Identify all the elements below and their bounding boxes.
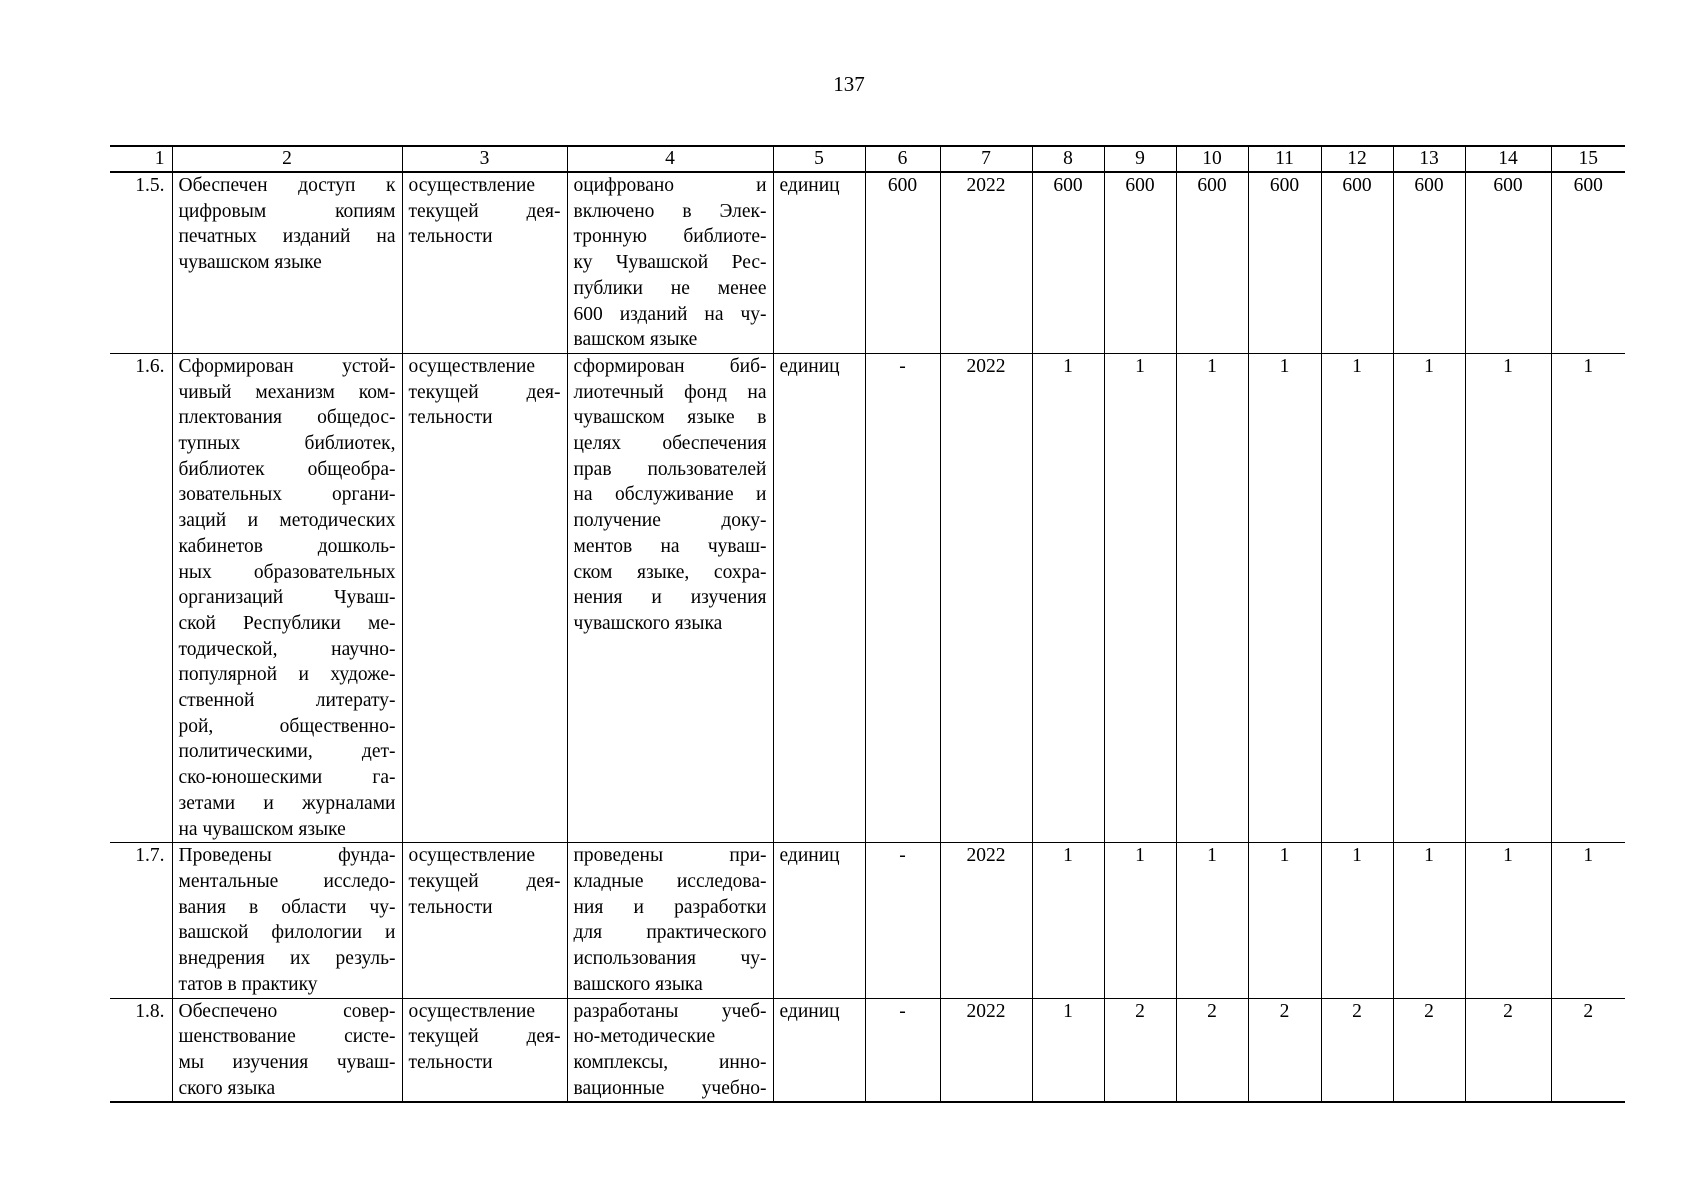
text-line: шенствование систе- <box>178 1026 396 1048</box>
indicators-table <box>110 145 1625 1103</box>
year-value-cell: 600 <box>1032 172 1104 353</box>
text-line: кладные исследова- <box>573 870 767 892</box>
text-line: публики не менее <box>573 277 767 299</box>
activity-cell <box>402 998 567 1102</box>
text-line: печатных изданий на <box>178 226 396 248</box>
text-line: татов в практику <box>178 973 318 995</box>
text-line: но-методические <box>573 1026 716 1048</box>
text-line: ственной литерату- <box>178 690 396 712</box>
indicator-cell <box>567 353 773 842</box>
text-line: тупных библиотек, <box>178 433 396 455</box>
text-line: 600 изданий на чу- <box>573 303 767 325</box>
text-line: ского языка <box>178 1077 276 1099</box>
header-cell: 5 <box>773 146 865 172</box>
year-value-cell: 2 <box>1104 998 1176 1102</box>
text-line: ментальные исследо- <box>178 870 396 892</box>
text-line: целях обеспечения <box>573 433 767 455</box>
text-line: ния и разработки <box>573 896 767 918</box>
indicator-cell <box>567 843 773 998</box>
year-value-cell: 1 <box>1248 353 1321 842</box>
text-line: Обеспечено совер- <box>178 1000 396 1022</box>
indicator-cell <box>567 998 773 1102</box>
text-line: ской Республики ме- <box>178 612 396 634</box>
year-value-cell: 1 <box>1176 353 1248 842</box>
year-value-cell: 2 <box>1393 998 1465 1102</box>
table-row <box>110 353 1625 842</box>
year-value-cell: 1 <box>1032 353 1104 842</box>
text-line: осуществление <box>408 175 536 196</box>
text-line: организаций Чуваш- <box>178 587 396 609</box>
header-cell: 8 <box>1032 146 1104 172</box>
table-row <box>110 843 1625 998</box>
activity-cell <box>402 172 567 353</box>
text-line: внедрения их резуль- <box>178 948 396 970</box>
text-line: вашской филологии и <box>178 922 396 944</box>
text-line: Проведены фунда- <box>178 845 396 867</box>
text-line: прав пользователей <box>573 458 767 480</box>
base-year-cell: 2022 <box>940 998 1032 1102</box>
text-line: тельности <box>408 896 493 918</box>
text-line: для практического <box>573 922 767 944</box>
text-line: чувашском языке в <box>573 407 767 429</box>
activity-cell <box>402 353 567 842</box>
text-line: тодической, научно- <box>178 638 396 660</box>
result-description-cell <box>172 998 402 1102</box>
result-description-cell <box>172 353 402 842</box>
result-description-cell <box>172 172 402 353</box>
year-value-cell: 600 <box>1176 172 1248 353</box>
text-line: ско-юношескими га- <box>178 767 396 789</box>
row-number-cell: 1.6. <box>110 353 172 842</box>
text-line: комплексы, инно- <box>573 1051 767 1073</box>
year-value-cell: 1 <box>1176 843 1248 998</box>
year-value-cell: 1 <box>1104 353 1176 842</box>
header-cell: 1 <box>110 146 172 172</box>
base-value-cell: - <box>865 998 940 1102</box>
text-line: вашского языка <box>573 973 703 995</box>
text-line: тронную библиоте- <box>573 226 767 248</box>
year-value-cell: 1 <box>1321 353 1393 842</box>
year-value-cell: 600 <box>1321 172 1393 353</box>
text-line: плектования общедос- <box>178 407 396 429</box>
text-line: чивый механизм ком- <box>178 381 396 403</box>
header-cell: 11 <box>1248 146 1321 172</box>
text-line: текущей дея- <box>408 870 561 892</box>
result-description-cell <box>172 843 402 998</box>
header-cell: 15 <box>1551 146 1625 172</box>
text-line: текущей дея- <box>408 381 561 403</box>
text-line: политическими, дет- <box>178 741 396 763</box>
text-line: сформирован биб- <box>573 355 767 377</box>
text-line: включено в Элек- <box>573 200 767 222</box>
base-value-cell: 600 <box>865 172 940 353</box>
indicator-cell <box>567 172 773 353</box>
text-line: ментов на чуваш- <box>573 535 767 557</box>
unit-cell: единиц <box>773 998 865 1102</box>
year-value-cell: 600 <box>1248 172 1321 353</box>
text-line: рой, общественно- <box>178 715 396 737</box>
text-line: заций и методических <box>178 510 396 532</box>
year-value-cell: 1 <box>1393 353 1465 842</box>
text-line: текущей дея- <box>408 200 561 222</box>
header-cell: 12 <box>1321 146 1393 172</box>
text-line: тельности <box>408 1051 493 1073</box>
base-value-cell: - <box>865 353 940 842</box>
activity-cell <box>402 843 567 998</box>
text-line: ных образовательных <box>178 561 396 583</box>
unit-cell: единиц <box>773 843 865 998</box>
header-cell: 9 <box>1104 146 1176 172</box>
text-line: мы изучения чуваш- <box>178 1051 396 1073</box>
header-cell: 13 <box>1393 146 1465 172</box>
header-cell: 4 <box>567 146 773 172</box>
text-line: получение доку- <box>573 510 767 532</box>
text-line: осуществление <box>408 1000 536 1022</box>
year-value-cell: 600 <box>1551 172 1625 353</box>
base-value-cell: - <box>865 843 940 998</box>
text-line: Сформирован устой- <box>178 355 396 377</box>
year-value-cell: 2 <box>1465 998 1551 1102</box>
text-line: вационные учебно- <box>573 1077 767 1099</box>
header-cell: 6 <box>865 146 940 172</box>
text-line: тельности <box>408 226 493 248</box>
text-line: осуществление <box>408 355 536 377</box>
header-cell: 2 <box>172 146 402 172</box>
year-value-cell: 2 <box>1321 998 1393 1102</box>
year-value-cell: 1 <box>1032 843 1104 998</box>
text-line: ку Чувашской Рес- <box>573 252 767 274</box>
header-cell: 10 <box>1176 146 1248 172</box>
year-value-cell: 600 <box>1393 172 1465 353</box>
text-line: популярной и художе- <box>178 664 396 686</box>
unit-cell: единиц <box>773 353 865 842</box>
text-line: чувашского языка <box>573 612 723 634</box>
year-value-cell: 1 <box>1248 843 1321 998</box>
text-line: на обслуживание и <box>573 484 767 506</box>
row-number-cell: 1.5. <box>110 172 172 353</box>
year-value-cell: 1 <box>1393 843 1465 998</box>
text-line: Обеспечен доступ к <box>178 175 396 196</box>
year-value-cell: 1 <box>1321 843 1393 998</box>
table-body <box>110 146 1625 1102</box>
year-value-cell: 1 <box>1104 843 1176 998</box>
text-line: текущей дея- <box>408 1026 561 1048</box>
unit-cell: единиц <box>773 172 865 353</box>
year-value-cell: 1 <box>1465 353 1551 842</box>
text-line: кабинетов дошколь- <box>178 535 396 557</box>
text-line: чувашском языке <box>178 252 322 274</box>
text-line: разработаны учеб- <box>573 1000 767 1022</box>
year-value-cell: 600 <box>1104 172 1176 353</box>
row-number-cell: 1.8. <box>110 998 172 1102</box>
base-year-cell: 2022 <box>940 843 1032 998</box>
year-value-cell: 1 <box>1032 998 1104 1102</box>
year-value-cell: 2 <box>1176 998 1248 1102</box>
year-value-cell: 2 <box>1248 998 1321 1102</box>
text-line: лиотечный фонд на <box>573 381 767 403</box>
text-line: оцифровано и <box>573 175 767 196</box>
text-line: на чувашском языке <box>178 818 346 840</box>
text-line: проведены при- <box>573 845 767 867</box>
text-line: зовательных органи- <box>178 484 396 506</box>
header-cell: 14 <box>1465 146 1551 172</box>
text-line: использования чу- <box>573 948 767 970</box>
text-line: осуществление <box>408 845 536 867</box>
table-row <box>110 172 1625 353</box>
year-value-cell: 1 <box>1465 843 1551 998</box>
base-year-cell: 2022 <box>940 353 1032 842</box>
year-value-cell: 1 <box>1551 353 1625 842</box>
header-row <box>110 146 1625 172</box>
table-row <box>110 998 1625 1102</box>
header-cell: 7 <box>940 146 1032 172</box>
text-line: вания в области чу- <box>178 896 396 918</box>
text-line: зетами и журналами <box>178 792 396 814</box>
base-year-cell: 2022 <box>940 172 1032 353</box>
row-number-cell: 1.7. <box>110 843 172 998</box>
year-value-cell: 1 <box>1551 843 1625 998</box>
year-value-cell: 600 <box>1465 172 1551 353</box>
page-number: 137 <box>833 72 865 96</box>
text-line: тельности <box>408 407 493 429</box>
text-line: библиотек общеобра- <box>178 458 396 480</box>
text-line: цифровым копиям <box>178 200 396 222</box>
header-cell: 3 <box>402 146 567 172</box>
text-line: ском языке, сохра- <box>573 561 767 583</box>
text-line: вашском языке <box>573 329 698 351</box>
year-value-cell: 2 <box>1551 998 1625 1102</box>
text-line: нения и изучения <box>573 587 767 609</box>
